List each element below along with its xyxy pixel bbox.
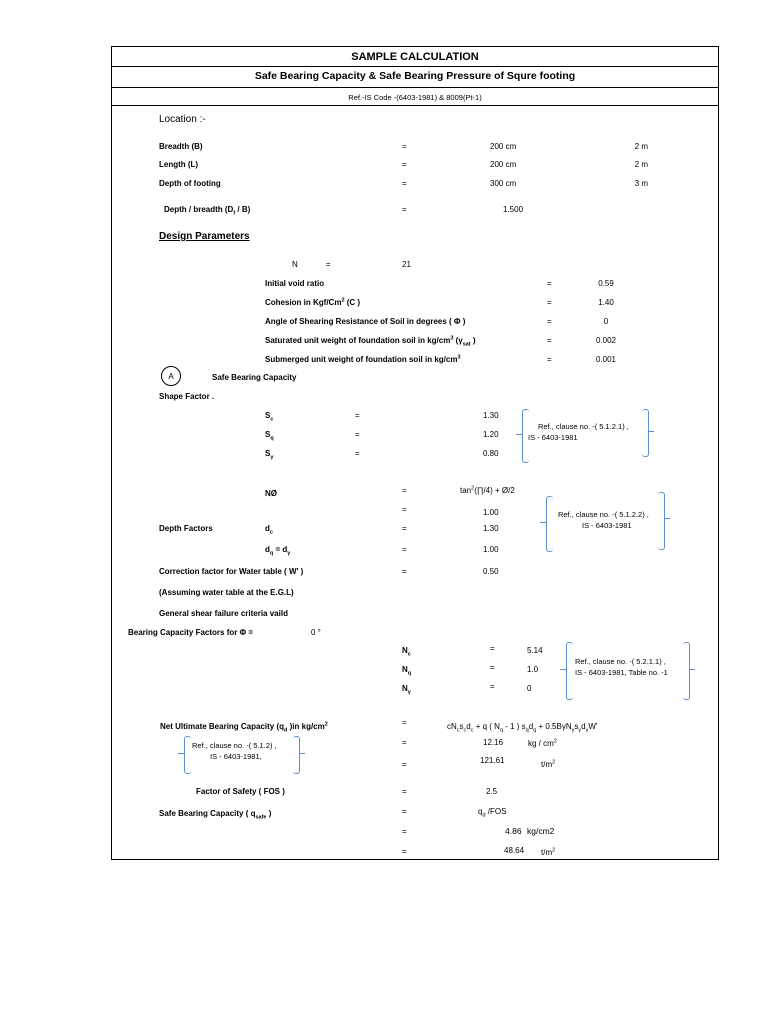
nc-value: 5.14	[527, 646, 543, 655]
sbc-unit-t: $t/m^2$	[541, 847, 556, 857]
sbc-val-t: 48.64	[504, 846, 525, 855]
nubc-unit-t: $t/m^2$	[541, 759, 556, 769]
shear-note: General shear failure criteria vaild	[159, 609, 288, 618]
sbc-eq2: =	[402, 827, 407, 836]
nubc-eq2: =	[402, 738, 407, 747]
shape-ref-brace-right	[642, 409, 649, 457]
n-label: N	[292, 260, 298, 269]
sbc-formula: $q_d$ /FOS	[478, 807, 507, 819]
depth-eq: =	[402, 179, 407, 188]
angle-eq: =	[547, 317, 552, 326]
bcf-ref-note: Ref., clause no. -( 5.2.1.1) , IS - 6403-1981, Table no. -1	[575, 657, 668, 677]
sat-weight-value: 0.002	[595, 336, 617, 345]
cohesion-label: Cohesion in Kgf/Cm$^2$ (C )	[265, 297, 361, 307]
nubc-label: Net Ultimate Bearing Capacity ($q_d$ )in $kg/cm^2$	[160, 721, 328, 734]
section-a-marker: A	[161, 366, 181, 386]
void-ratio-label: Initial void ratio	[265, 279, 325, 288]
nubc-unit-kg: kg / $cm^2$	[528, 738, 557, 748]
nubc-eq1: =	[402, 718, 407, 727]
dc-symbol: $d_c$	[265, 524, 273, 536]
cohesion-value: 1.40	[598, 298, 614, 307]
dq-eq: =	[402, 545, 407, 554]
breadth-label: Breadth (B)	[159, 142, 203, 151]
water-table-label: Correction factor for Water table ( W' )	[159, 567, 304, 576]
sbc-unit-kg: kg/cm2	[527, 826, 555, 836]
n-phi-formula: $\tan^2(\prod/4)$ + Ø/2	[460, 485, 515, 495]
dq-value: 1.00	[483, 545, 499, 554]
sq-symbol: $S_q$	[265, 430, 274, 442]
bcf-label: Bearing Capacity Factors for Φ =	[128, 628, 254, 637]
sc-symbol: $S_c$	[265, 411, 274, 423]
nubc-ref-brace-right-nub	[299, 753, 305, 754]
nubc-ref-brace-right	[293, 736, 300, 774]
length-label: Length (L)	[159, 160, 199, 169]
location-label: Location :-	[159, 114, 206, 125]
nubc-formula: $cN_cs_cd_c + q$ ( $N_q - 1$ ) $s_qd_q + 0.5B\gamma N_\gamma s_\gamma d_\gamma W'$	[447, 722, 598, 734]
ngamma-symbol: $N_\gamma$	[402, 684, 411, 696]
length-m: 2 m	[634, 160, 648, 169]
nubc-ref-brace-left-nub	[178, 753, 184, 754]
angle-label: Angle of Shearing Resistance of Soil in degrees ( Φ )	[265, 317, 466, 326]
length-cm: 200 cm	[490, 160, 517, 169]
depth-ratio-value: 1.500	[503, 205, 524, 214]
sq-eq: =	[355, 430, 360, 439]
depth-ref-brace-right-nub	[664, 518, 670, 519]
page-subtitle: Safe Bearing Capacity & Safe Bearing Pressure of Squre footing	[254, 70, 576, 82]
shape-ref-note: Ref., clause no. -( 5.1.2.1) , IS - 6403-1981	[528, 422, 629, 442]
cohesion-eq: =	[547, 298, 552, 307]
sbc-eq1: =	[402, 807, 407, 816]
depth-ref-brace-left-nub	[540, 522, 546, 523]
n-phi-eq: =	[402, 486, 407, 495]
void-ratio-eq: =	[547, 279, 552, 288]
length-eq: =	[402, 160, 407, 169]
nq-symbol: $N_q$	[402, 665, 412, 677]
breadth-cm: 200 cm	[490, 142, 517, 151]
sub-weight-eq: =	[547, 355, 552, 364]
n-value: 21	[402, 260, 411, 269]
fos-value: 2.5	[486, 787, 498, 796]
sc-eq: =	[355, 411, 360, 420]
nc-symbol: $N_c$	[402, 646, 411, 658]
sq-value: 1.20	[483, 430, 499, 439]
dc-value: 1.30	[483, 524, 499, 533]
n-phi-result-eq: =	[402, 505, 407, 514]
depth-ratio-label: Depth / breadth $(D_f / B)$	[164, 205, 251, 217]
page-title: SAMPLE CALCULATION	[351, 51, 479, 63]
bcf-angle: 0 °	[311, 628, 321, 637]
dc-eq: =	[402, 524, 407, 533]
water-table-note: (Assuming water table at the E.G.L)	[159, 588, 294, 597]
sc-value: 1.30	[483, 411, 499, 420]
nc-eq: =	[490, 644, 495, 653]
title-row	[112, 47, 718, 67]
sub-weight-value: 0.001	[595, 355, 617, 364]
shape-ref-brace-left-nub	[516, 434, 522, 435]
depth-label: Depth of footing	[159, 179, 221, 188]
sgamma-symbol: $S_\gamma$	[265, 449, 274, 461]
bcf-ref-brace-right-nub	[689, 669, 695, 670]
depth-m: 3 m	[634, 179, 648, 188]
bcf-ref-brace-left	[566, 642, 573, 700]
design-params-heading: Design Parameters	[159, 231, 250, 242]
depth-ref-note: Ref., clause no. -( 5.1.2.2) , IS - 6403-1981	[558, 510, 649, 530]
sgamma-value: 0.80	[483, 449, 499, 458]
n-phi-result: 1.00	[483, 508, 499, 517]
breadth-m: 2 m	[634, 142, 648, 151]
section-a-title: Safe Bearing Capacity	[212, 373, 297, 382]
sat-weight-label: Saturated unit weight of foundation soil in $kg/cm^3$ ($\gamma_{sat}$ )	[265, 335, 476, 348]
fos-eq: =	[402, 787, 407, 796]
nubc-val-kg: 12.16	[483, 738, 504, 747]
depth-ratio-eq: =	[402, 205, 407, 214]
depth-factors-label: Depth Factors	[159, 524, 213, 533]
sat-weight-eq: =	[547, 336, 552, 345]
water-table-value: 0.50	[483, 567, 499, 576]
nubc-ref-brace-left	[184, 736, 191, 774]
n-phi-label: NØ	[265, 489, 277, 498]
sgamma-eq: =	[355, 449, 360, 458]
nubc-ref-note: Ref., clause no. -( 5.1.2) , IS - 6403-1981,	[192, 741, 277, 761]
n-eq: =	[326, 260, 331, 269]
bcf-ref-brace-right	[683, 642, 690, 700]
reference-row	[112, 87, 718, 106]
nq-value: 1.0	[527, 665, 539, 674]
shape-ref-brace-right-nub	[648, 431, 654, 432]
ngamma-eq: =	[490, 682, 495, 691]
void-ratio-value: 0.59	[598, 279, 614, 288]
sbc-eq3: =	[402, 847, 407, 856]
sbc-val-kg: 4.86	[505, 826, 522, 836]
nubc-val-t: 121.61	[480, 756, 505, 765]
nq-eq: =	[490, 663, 495, 672]
bcf-ref-brace-left-nub	[560, 669, 566, 670]
ngamma-value: 0	[527, 684, 532, 693]
reference-text: Ref.-IS Code -(6403-1981) & 8009(Pt-1)	[348, 93, 482, 102]
sbc-label: Safe Bearing Capacity ( $q_{safe}$ )	[159, 809, 272, 821]
sub-weight-label: Submerged unit weight of foundation soil in $kg/cm^3$	[265, 354, 461, 364]
water-table-eq: =	[402, 567, 407, 576]
nubc-eq3: =	[402, 760, 407, 769]
angle-value: 0	[603, 317, 609, 326]
dq-symbol: $d_q = d_\gamma$	[265, 545, 291, 557]
depth-ref-brace-left	[546, 496, 553, 552]
breadth-eq: =	[402, 142, 407, 151]
fos-label: Factor of Safety ( FOS )	[196, 787, 285, 796]
shape-factor-heading: Shape Factor .	[159, 392, 215, 401]
subtitle-row	[112, 66, 718, 88]
depth-cm: 300 cm	[490, 179, 517, 188]
depth-ref-brace-right	[658, 492, 665, 550]
